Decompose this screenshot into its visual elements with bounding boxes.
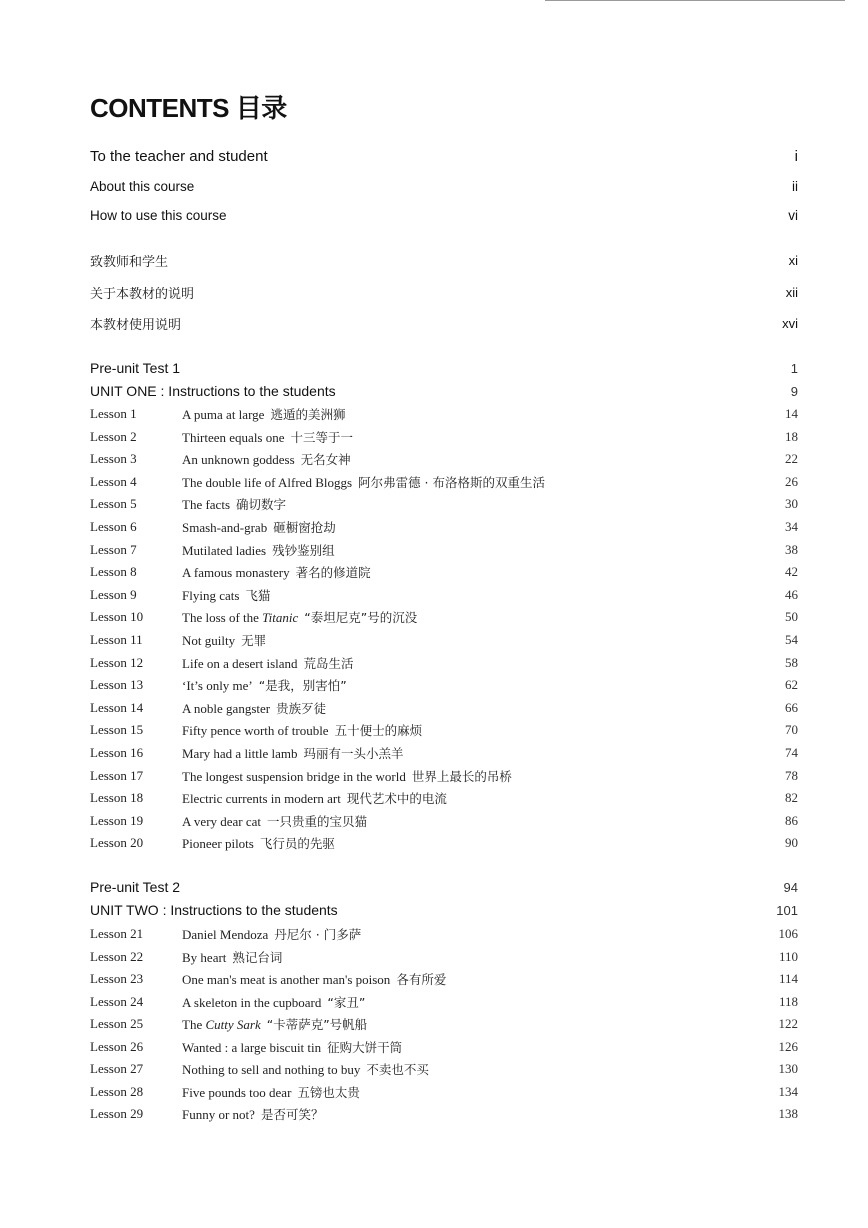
lesson-row[interactable] bbox=[90, 788, 798, 808]
toc-entry-label: 致教师和学生 bbox=[90, 254, 169, 270]
lesson-page: 62 bbox=[785, 677, 798, 693]
lesson-page: 118 bbox=[778, 993, 798, 1009]
lesson-title-en: Daniel Mendoza bbox=[182, 927, 269, 942]
lesson-title-cn: “卡蒂萨克”号帆船 bbox=[266, 1017, 368, 1032]
lesson-title bbox=[182, 1083, 360, 1101]
toc-entry[interactable] bbox=[90, 250, 798, 270]
lesson-label: Lesson 29 bbox=[90, 1106, 144, 1121]
lesson-title-en: The loss of the Titanic bbox=[182, 610, 299, 626]
lesson-title-en: The longest suspension bridge in the world bbox=[182, 768, 406, 784]
pre-unit-test-2[interactable] bbox=[90, 877, 798, 897]
lesson-title-cn: 熟记台词 bbox=[232, 949, 283, 965]
lesson-title bbox=[182, 1060, 429, 1078]
toc-entry-label: 关于本教材的说明 bbox=[90, 286, 195, 302]
lesson-page: 106 bbox=[778, 926, 798, 941]
lesson-title-cn: “泰坦尼克”号的沉没 bbox=[304, 610, 418, 626]
lesson-page: 82 bbox=[785, 790, 798, 806]
lesson-title-cn: 十三等于一 bbox=[290, 429, 354, 445]
page-title: CONTENTS 目录 bbox=[90, 93, 287, 123]
lesson-label: Lesson 25 bbox=[90, 1016, 144, 1031]
toc-entry-label: 本教材使用说明 bbox=[90, 317, 182, 333]
lesson-title-en: Not guilty bbox=[182, 633, 236, 648]
lesson-title bbox=[182, 676, 347, 694]
lesson-title-cn: 玛丽有一头小羔羊 bbox=[303, 746, 404, 761]
lesson-label: Lesson 14 bbox=[90, 699, 144, 715]
lesson-title-cn: “是我，别害怕” bbox=[258, 678, 347, 694]
lesson-title-cn: 世界上最长的吊桥 bbox=[411, 768, 512, 784]
lesson-title bbox=[182, 450, 351, 468]
lesson-label: Lesson 8 bbox=[90, 564, 137, 580]
lesson-row[interactable] bbox=[90, 449, 798, 469]
toc-entry-label: Pre-unit Test 1 bbox=[90, 360, 181, 376]
lesson-page: 30 bbox=[785, 496, 798, 512]
lesson-row[interactable] bbox=[90, 562, 798, 582]
lesson-label: Lesson 6 bbox=[90, 519, 137, 534]
top-rule bbox=[545, 0, 845, 1]
lesson-label: Lesson 12 bbox=[90, 654, 144, 670]
toc-entry-page: 94 bbox=[783, 879, 798, 895]
lesson-title bbox=[182, 563, 371, 581]
lesson-row[interactable] bbox=[90, 833, 798, 853]
lesson-title-en: An unknown goddess bbox=[182, 452, 295, 468]
lesson-page: 126 bbox=[778, 1038, 798, 1054]
lesson-page: 46 bbox=[785, 586, 798, 602]
lesson-row[interactable] bbox=[90, 1059, 798, 1079]
lesson-title-en: Funny or not? bbox=[182, 1107, 255, 1122]
lesson-title-cn: 无罪 bbox=[241, 633, 267, 648]
lesson-title bbox=[182, 518, 336, 536]
lesson-title-en: A noble gangster bbox=[182, 700, 271, 716]
toc-entry-label: UNIT TWO : Instructions to the students bbox=[90, 902, 338, 918]
lesson-title bbox=[182, 834, 335, 852]
lesson-title-cn: 一只贵重的宝贝猫 bbox=[267, 813, 368, 829]
lesson-title bbox=[182, 1015, 367, 1033]
lesson-row[interactable] bbox=[90, 969, 798, 989]
lesson-title-cn: 阿尔弗雷德 · 布洛格斯的双重生活 bbox=[358, 474, 545, 490]
lesson-row[interactable] bbox=[90, 653, 798, 673]
lesson-row[interactable] bbox=[90, 540, 798, 560]
lesson-row[interactable] bbox=[90, 1104, 798, 1124]
lesson-title-en: Five pounds too dear bbox=[182, 1084, 292, 1100]
toc-entry[interactable] bbox=[90, 282, 798, 302]
lesson-title bbox=[182, 767, 512, 785]
lesson-title-en: A puma at large bbox=[182, 407, 265, 422]
lesson-title bbox=[182, 541, 335, 559]
lesson-title bbox=[182, 405, 345, 423]
lesson-label: Lesson 27 bbox=[90, 1061, 144, 1076]
lesson-title-en: A famous monastery bbox=[182, 565, 290, 581]
lesson-row[interactable] bbox=[90, 517, 798, 537]
toc-entry-label: Pre-unit Test 2 bbox=[90, 879, 181, 895]
toc-entry-page: xvi bbox=[782, 315, 798, 331]
lesson-label: Lesson 21 bbox=[90, 926, 144, 941]
lesson-row[interactable] bbox=[90, 1014, 798, 1034]
lesson-title bbox=[182, 721, 422, 739]
lesson-page: 50 bbox=[785, 609, 798, 625]
lesson-title-en: Pioneer pilots bbox=[182, 836, 254, 852]
lesson-label: Lesson 9 bbox=[90, 586, 137, 602]
toc-entry-page: 9 bbox=[790, 383, 798, 399]
lesson-row[interactable] bbox=[90, 698, 798, 718]
lesson-label: Lesson 17 bbox=[90, 767, 144, 783]
lesson-page: 58 bbox=[785, 654, 798, 670]
lesson-page: 34 bbox=[785, 519, 798, 534]
lesson-page: 26 bbox=[785, 473, 798, 489]
lesson-label: Lesson 11 bbox=[90, 632, 143, 647]
lesson-title-cn: “家丑” bbox=[327, 994, 366, 1010]
lesson-page: 42 bbox=[785, 564, 798, 580]
lesson-row[interactable] bbox=[90, 494, 798, 514]
lesson-row[interactable] bbox=[90, 404, 798, 424]
lesson-title-cn: 无名女神 bbox=[300, 452, 351, 468]
lesson-page: 86 bbox=[785, 812, 798, 828]
toc-entry[interactable] bbox=[90, 176, 798, 196]
lesson-title-cn: 五十便士的麻烦 bbox=[334, 723, 423, 739]
lesson-label: Lesson 3 bbox=[90, 451, 137, 467]
lesson-page: 70 bbox=[785, 722, 798, 738]
lesson-title-cn: 征购大饼干筒 bbox=[327, 1039, 403, 1055]
lesson-row[interactable] bbox=[90, 1037, 798, 1057]
lesson-title-cn: 各有所爱 bbox=[396, 972, 447, 987]
lesson-title bbox=[182, 586, 270, 604]
toc-entry[interactable] bbox=[90, 313, 798, 333]
lesson-title bbox=[182, 631, 266, 649]
lesson-label: Lesson 23 bbox=[90, 971, 144, 986]
lesson-title bbox=[182, 495, 286, 513]
lesson-title-en: Mary had a little lamb bbox=[182, 746, 298, 761]
lesson-row[interactable] bbox=[90, 585, 798, 605]
toc-entry-label: How to use this course bbox=[90, 207, 227, 223]
lesson-title bbox=[182, 925, 361, 943]
lesson-title-en: ‘It’s only me’ bbox=[182, 678, 253, 694]
lesson-label: Lesson 4 bbox=[90, 473, 137, 489]
lesson-title bbox=[182, 699, 326, 717]
lesson-page: 78 bbox=[785, 767, 798, 783]
lesson-page: 138 bbox=[778, 1106, 798, 1121]
lesson-page: 114 bbox=[778, 971, 798, 986]
lesson-title bbox=[182, 993, 365, 1011]
lesson-title bbox=[182, 1038, 402, 1056]
lesson-title-cn: 荒岛生活 bbox=[303, 655, 354, 671]
lesson-title-cn: 飞行员的先驱 bbox=[259, 836, 335, 852]
lesson-label: Lesson 2 bbox=[90, 428, 137, 444]
lesson-title-en: A skeleton in the cupboard bbox=[182, 994, 322, 1010]
toc-entry[interactable] bbox=[90, 205, 798, 225]
lesson-row[interactable] bbox=[90, 472, 798, 492]
lesson-page: 22 bbox=[785, 451, 798, 467]
lesson-title-en: A very dear cat bbox=[182, 813, 262, 829]
lesson-label: Lesson 28 bbox=[90, 1083, 144, 1099]
lesson-title-cn: 砸橱窗抢劫 bbox=[273, 520, 336, 535]
lesson-page: 18 bbox=[785, 428, 798, 444]
lesson-page: 130 bbox=[778, 1061, 798, 1076]
lesson-title bbox=[182, 812, 367, 830]
lesson-title-en: Nothing to sell and nothing to buy bbox=[182, 1062, 361, 1077]
lesson-title-cn: 五镑也太贵 bbox=[297, 1084, 360, 1100]
lesson-title-en: By heart bbox=[182, 949, 227, 965]
lesson-row[interactable] bbox=[90, 675, 798, 695]
lesson-title bbox=[182, 744, 404, 762]
lesson-title-cn: 不卖也不买 bbox=[366, 1062, 429, 1077]
lesson-title-en: One man's meat is another man's poison bbox=[182, 972, 391, 987]
lesson-label: Lesson 16 bbox=[90, 745, 144, 760]
lesson-title-en: Flying cats bbox=[182, 587, 240, 603]
lesson-row[interactable] bbox=[90, 1082, 798, 1102]
lesson-row[interactable] bbox=[90, 992, 798, 1012]
lesson-title-en: Electric currents in modern art bbox=[182, 791, 341, 807]
toc-entry-page: ii bbox=[792, 178, 798, 194]
lesson-title-en: Life on a desert island bbox=[182, 655, 298, 671]
lesson-label: Lesson 1 bbox=[90, 406, 137, 421]
lesson-row[interactable] bbox=[90, 743, 798, 763]
lesson-title-en: The facts bbox=[182, 497, 231, 513]
lesson-row[interactable] bbox=[90, 924, 798, 944]
lesson-title-cn: 丹尼尔 · 门多萨 bbox=[274, 927, 362, 942]
lesson-title bbox=[182, 428, 353, 446]
lesson-label: Lesson 10 bbox=[90, 609, 144, 625]
lesson-title bbox=[182, 948, 282, 966]
lesson-title-cn: 贵族歹徒 bbox=[276, 700, 327, 716]
unit-one-heading[interactable] bbox=[90, 381, 798, 401]
lesson-title-cn: 现代艺术中的电流 bbox=[346, 791, 447, 807]
lesson-page: 54 bbox=[785, 632, 798, 647]
lesson-title-en: Fifty pence worth of trouble bbox=[182, 723, 329, 739]
lesson-page: 122 bbox=[778, 1016, 798, 1031]
toc-entry[interactable] bbox=[90, 146, 798, 166]
lesson-row[interactable] bbox=[90, 947, 798, 967]
lesson-title bbox=[182, 473, 545, 491]
toc-entry-label: To the teacher and student bbox=[90, 147, 268, 165]
toc-entry-page: 101 bbox=[776, 902, 798, 918]
lesson-title-cn: 著名的修道院 bbox=[295, 565, 371, 581]
lesson-label: Lesson 19 bbox=[90, 812, 144, 828]
unit-two-heading[interactable] bbox=[90, 900, 798, 920]
lesson-title-cn: 是否可笑？ bbox=[260, 1107, 324, 1122]
lesson-page: 110 bbox=[778, 948, 798, 964]
lesson-page: 66 bbox=[785, 699, 798, 715]
lesson-page: 14 bbox=[785, 406, 798, 421]
toc-entry-page: vi bbox=[788, 207, 798, 223]
lesson-label: Lesson 22 bbox=[90, 948, 144, 964]
toc-entry-label: About this course bbox=[90, 178, 195, 194]
lesson-title-cn: 飞猫 bbox=[245, 587, 271, 603]
lesson-title-en: Mutilated ladies bbox=[182, 542, 267, 558]
pre-unit-test-1[interactable] bbox=[90, 358, 798, 378]
lesson-page: 38 bbox=[785, 541, 798, 557]
lesson-row[interactable] bbox=[90, 607, 798, 627]
lesson-label: Lesson 15 bbox=[90, 722, 144, 738]
lesson-title-en: Wanted : a large biscuit tin bbox=[182, 1039, 322, 1055]
lesson-title bbox=[182, 654, 354, 672]
lesson-title-en: The Cutty Sark bbox=[182, 1017, 261, 1032]
lesson-title bbox=[182, 789, 447, 807]
lesson-title-cn: 残钞鉴别组 bbox=[272, 542, 335, 558]
lesson-title-en: Thirteen equals one bbox=[182, 429, 285, 445]
lesson-title-en: Smash-and-grab bbox=[182, 520, 268, 535]
toc-entry-page: xi bbox=[788, 252, 798, 268]
lesson-row[interactable] bbox=[90, 766, 798, 786]
lesson-title-cn: 确切数字 bbox=[236, 497, 287, 513]
lesson-row[interactable] bbox=[90, 427, 798, 447]
lesson-title-en: The double life of Alfred Bloggs bbox=[182, 474, 353, 490]
lesson-label: Lesson 18 bbox=[90, 790, 144, 806]
lesson-label: Lesson 26 bbox=[90, 1038, 144, 1054]
lesson-label: Lesson 7 bbox=[90, 541, 137, 557]
lesson-title bbox=[182, 970, 446, 988]
toc-entry-page: xii bbox=[785, 284, 798, 300]
lesson-label: Lesson 5 bbox=[90, 496, 137, 512]
lesson-title bbox=[182, 1105, 323, 1123]
lesson-label: Lesson 20 bbox=[90, 835, 144, 851]
toc-entry-page: i bbox=[794, 147, 798, 165]
lesson-label: Lesson 13 bbox=[90, 677, 144, 693]
lesson-row[interactable] bbox=[90, 811, 798, 831]
lesson-page: 90 bbox=[785, 835, 798, 851]
lesson-label: Lesson 24 bbox=[90, 993, 144, 1009]
toc-entry-label: UNIT ONE : Instructions to the students bbox=[90, 383, 336, 399]
lesson-title-cn: 逃遁的美洲狮 bbox=[270, 407, 346, 422]
toc-entry-page: 1 bbox=[790, 360, 798, 376]
lesson-page: 134 bbox=[778, 1083, 798, 1099]
lesson-row[interactable] bbox=[90, 720, 798, 740]
lesson-row[interactable] bbox=[90, 630, 798, 650]
lesson-page: 74 bbox=[785, 745, 798, 760]
lesson-title bbox=[182, 608, 417, 626]
